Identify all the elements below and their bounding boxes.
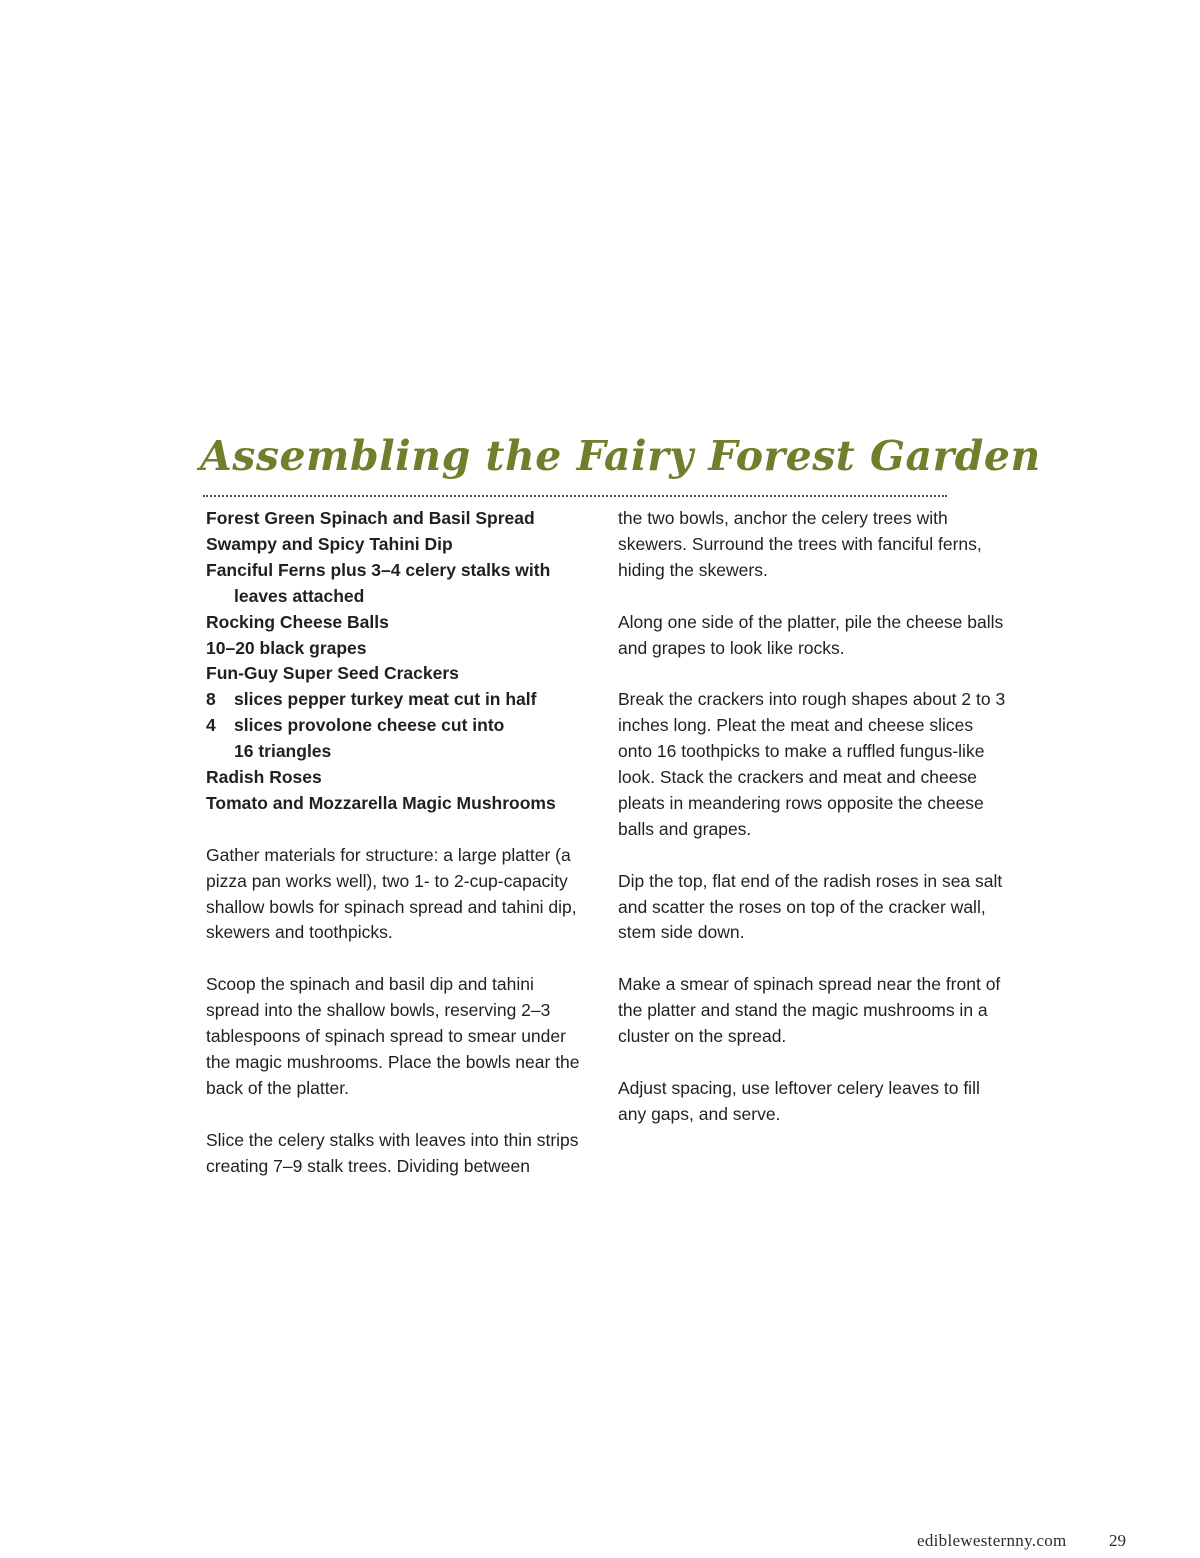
ingredient-item-continued: leaves attached — [234, 585, 365, 606]
ingredient-item: 10–20 black grapes — [206, 637, 367, 658]
left-column — [206, 506, 586, 1205]
instruction-paragraph: Break the crackers into rough shapes about 2 to 3 inches long. Pleat the meat and cheese slices onto 16 toothpicks to make a ruffled fungus-like look. Stack the crackers and meat and cheese pleats in meandering rows opposite the cheese balls and grapes. — [618, 689, 1006, 839]
instruction-paragraph: Adjust spacing, use leftover celery leaves to fill any gaps, and serve. — [618, 1077, 980, 1124]
footer-website: ediblewesternny.com — [917, 1531, 1067, 1550]
ingredient-item: Tomato and Mozzarella Magic Mushrooms — [206, 792, 556, 813]
ingredient-item: Rocking Cheese Balls — [206, 611, 389, 632]
dotted-divider — [203, 495, 947, 497]
ingredient-list — [206, 506, 586, 817]
ingredient-item — [206, 713, 586, 739]
ingredient-item-continued: 16 triangles — [234, 741, 332, 762]
right-column — [618, 506, 1008, 1154]
instruction-paragraph: Scoop the spinach and basil dip and tahini spread into the shallow bowls, reserving 2–3 tablespoons of spinach spread to smear under the magic mushrooms. Place the bowls near the back of the platter. — [206, 974, 580, 1098]
instruction-paragraph: the two bowls, anchor the celery trees with skewers. Surround the trees with fanciful ferns, hiding the skewers. — [618, 508, 982, 580]
ingredient-item: Fun-Guy Super Seed Crackers — [206, 663, 459, 684]
ingredient-item: Forest Green Spinach and Basil Spread — [206, 508, 535, 528]
page-number: 29 — [1109, 1531, 1126, 1550]
ingredient-item: Swampy and Spicy Tahini Dip — [206, 533, 453, 554]
page-title: Assembling the Fairy Forest Garden — [200, 432, 1041, 480]
instruction-paragraph: Dip the top, flat end of the radish roses in sea salt and scatter the roses on top of the cracker wall, stem side down. — [618, 870, 1003, 943]
instruction-paragraph: Gather materials for structure: a large platter (a pizza pan works well), two 1- to 2-cup-capacity shallow bowls for spinach spread and tahini dip, skewers and toothpicks. — [206, 844, 577, 943]
ingredient-item: Radish Roses — [206, 767, 322, 788]
ingredient-text: slices pepper turkey meat cut in half — [234, 689, 537, 710]
ingredient-quantity: 4 — [206, 715, 216, 736]
ingredient-item: Fanciful Ferns plus 3–4 celery stalks with — [206, 559, 551, 580]
instruction-paragraph: Make a smear of spinach spread near the front of the platter and stand the magic mushrooms in a cluster on the spread. — [618, 974, 1001, 1047]
ingredient-text: slices provolone cheese cut into — [234, 715, 505, 736]
instruction-paragraph: Slice the celery stalks with leaves into thin strips creating 7–9 stalk trees. Dividing between — [206, 1129, 579, 1176]
ingredient-item — [206, 687, 586, 713]
ingredient-quantity: 8 — [206, 689, 216, 710]
instruction-paragraph: Along one side of the platter, pile the cheese balls and grapes to look like rocks. — [618, 611, 1004, 658]
